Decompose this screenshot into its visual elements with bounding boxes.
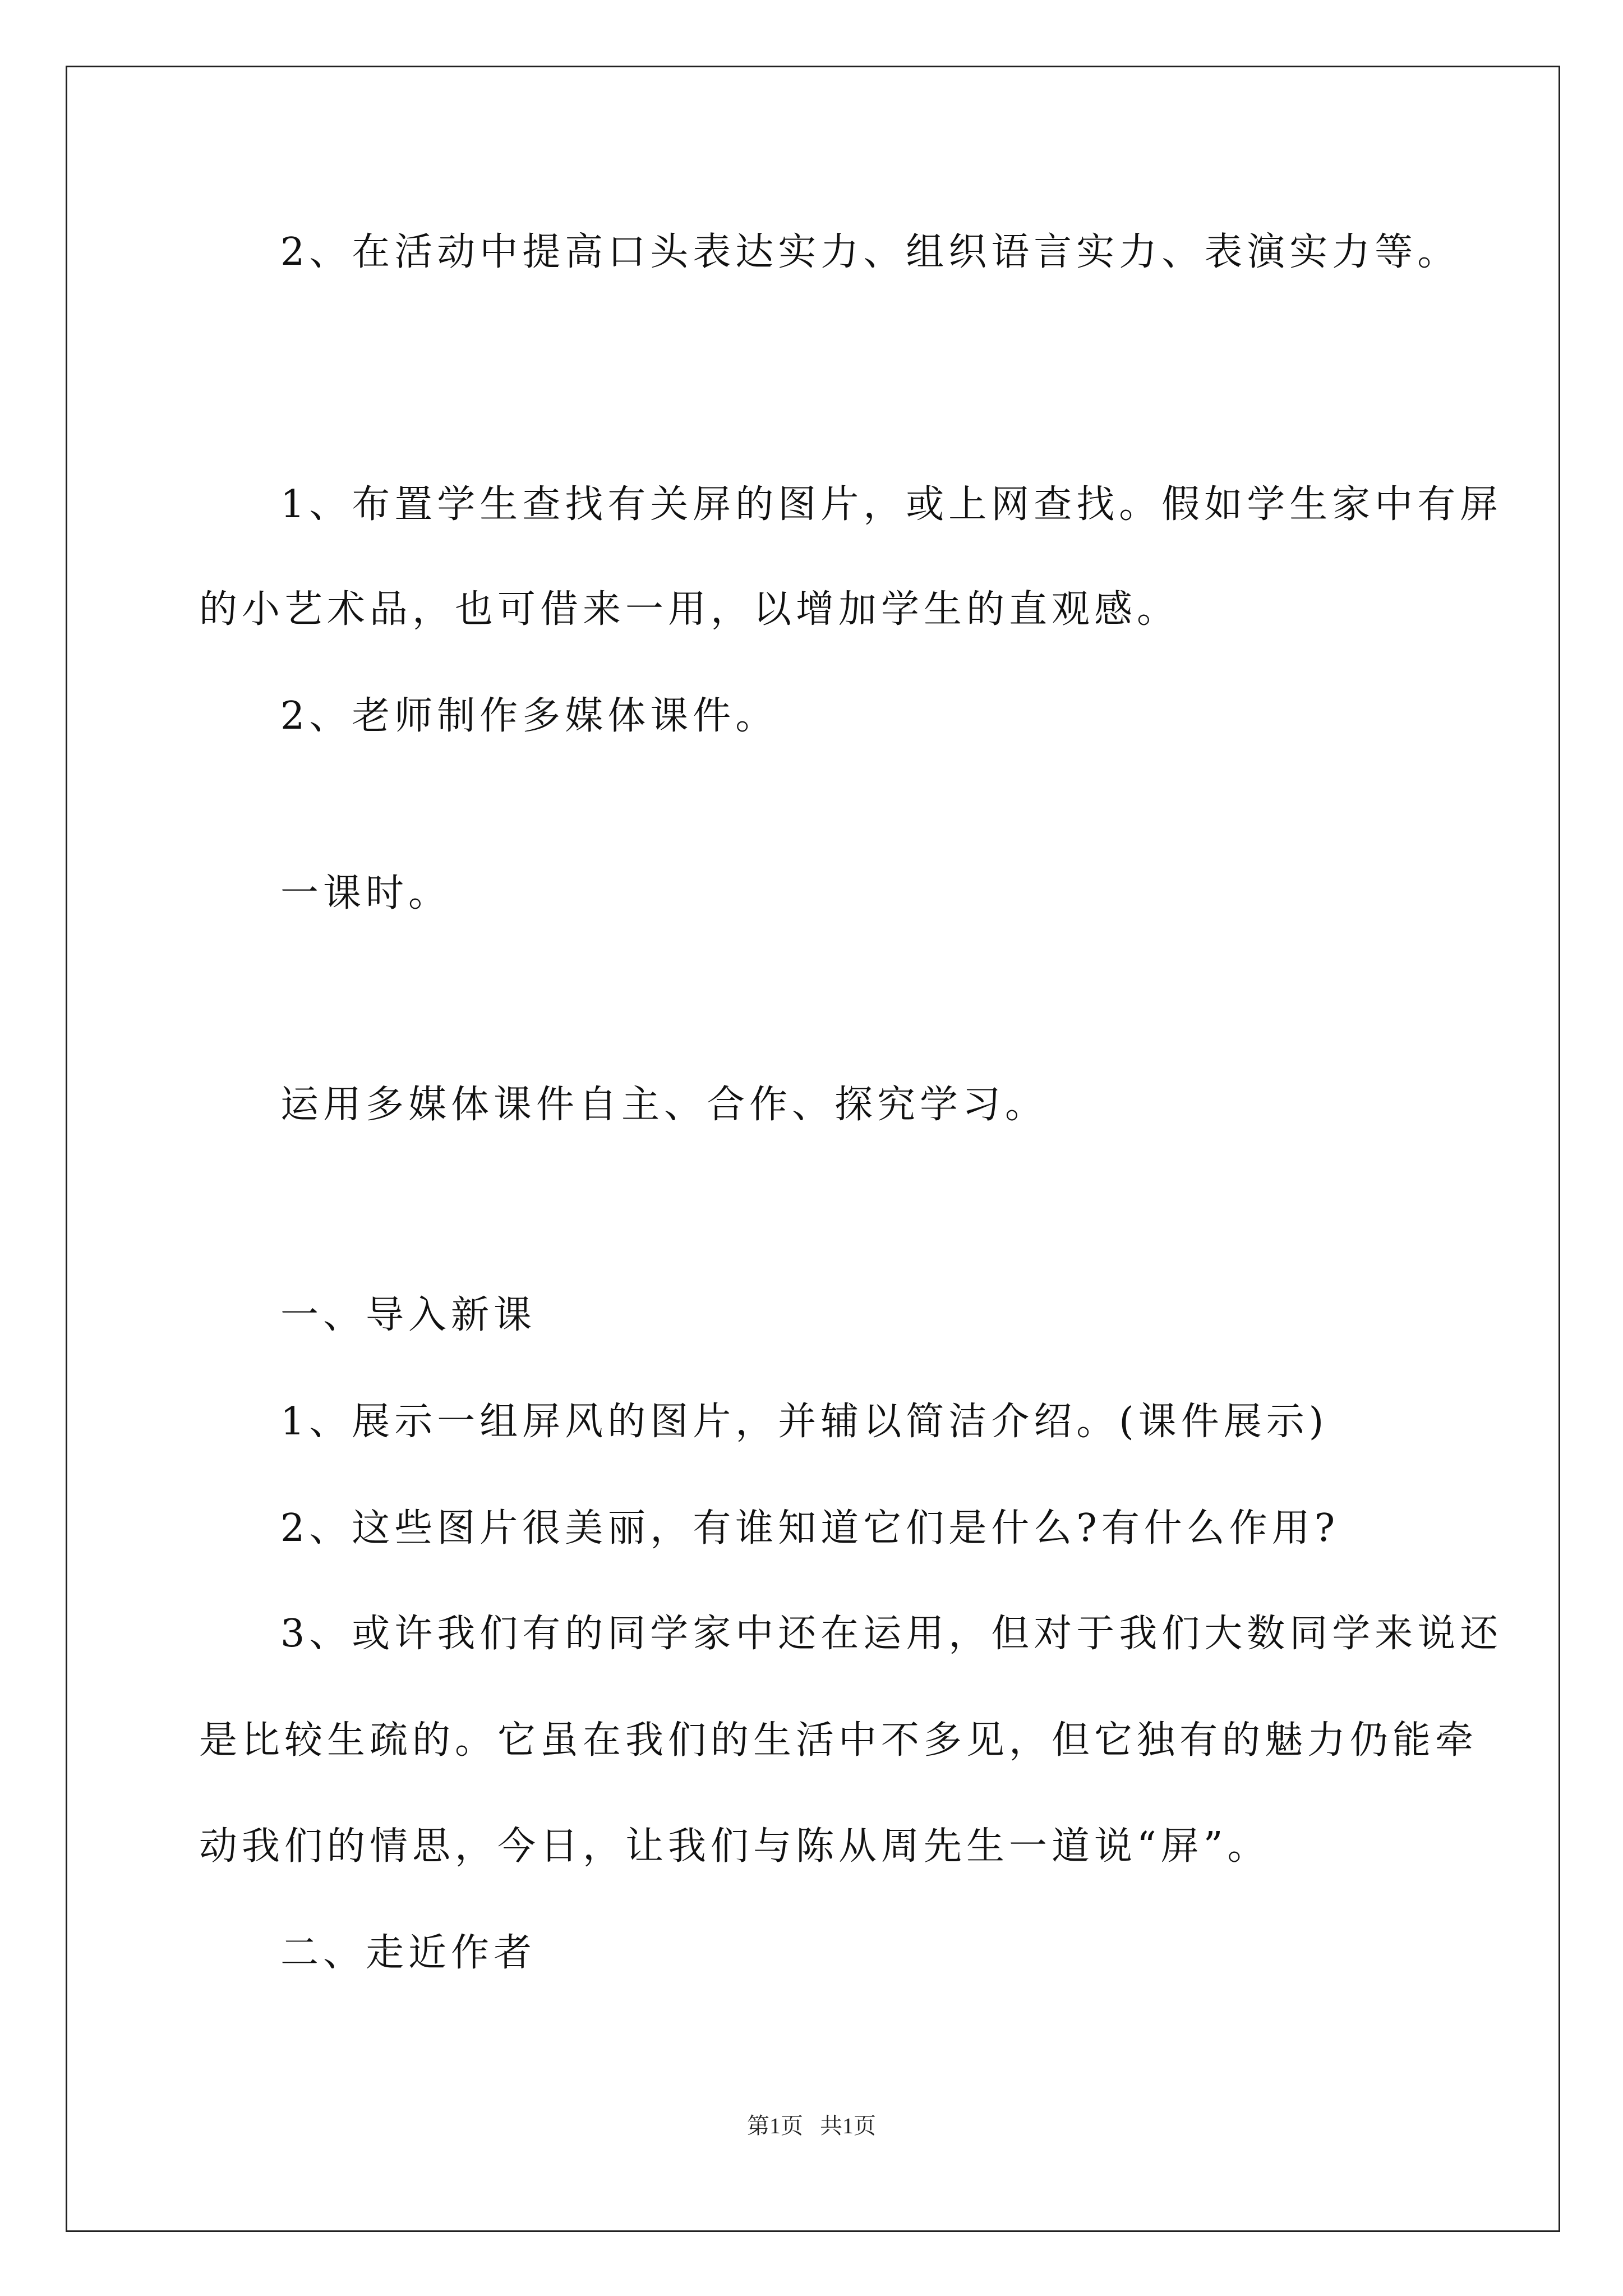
paragraph-line: 是比较生疏的。它虽在我们的生活中不多见，但它独有的魅力仍能牵 [199, 1718, 1478, 1763]
paragraph-line: 3、或许我们有的同学家中还在运用，但对于我们大数同学来说还 [280, 1612, 1503, 1656]
page-border [66, 66, 1560, 2232]
paragraph-line: 动我们的情思，今日，让我们与陈从周先生一道说“屏”。 [199, 1824, 1270, 1869]
paragraph-line: 一课时。 [280, 871, 451, 915]
paragraph-line: 的小艺术品，也可借来一用，以增加学生的直观感。 [199, 587, 1180, 632]
page-number-footer: 第1页 共1页 [747, 2113, 876, 2138]
paragraph-line: 2、这些图片很美丽，有谁知道它们是什么?有什么作用? [280, 1506, 1340, 1550]
paragraph-line: 1、展示一组屏风的图片，并辅以简洁介绍。(课件展示) [280, 1400, 1329, 1444]
paragraph-line: 1、布置学生查找有关屏的图片，或上网查找。假如学生家中有屏 [280, 482, 1503, 527]
paragraph-line: 2、在活动中提高口头表达实力、组织语言实力、表演实力等。 [280, 230, 1460, 274]
section-heading: 二、走近作者 [280, 1931, 537, 1975]
section-heading: 一、导入新课 [280, 1293, 537, 1337]
paragraph-line: 运用多媒体课件自主、合作、探究学习。 [280, 1083, 1048, 1127]
paragraph-line: 2、老师制作多媒体课件。 [280, 694, 778, 738]
